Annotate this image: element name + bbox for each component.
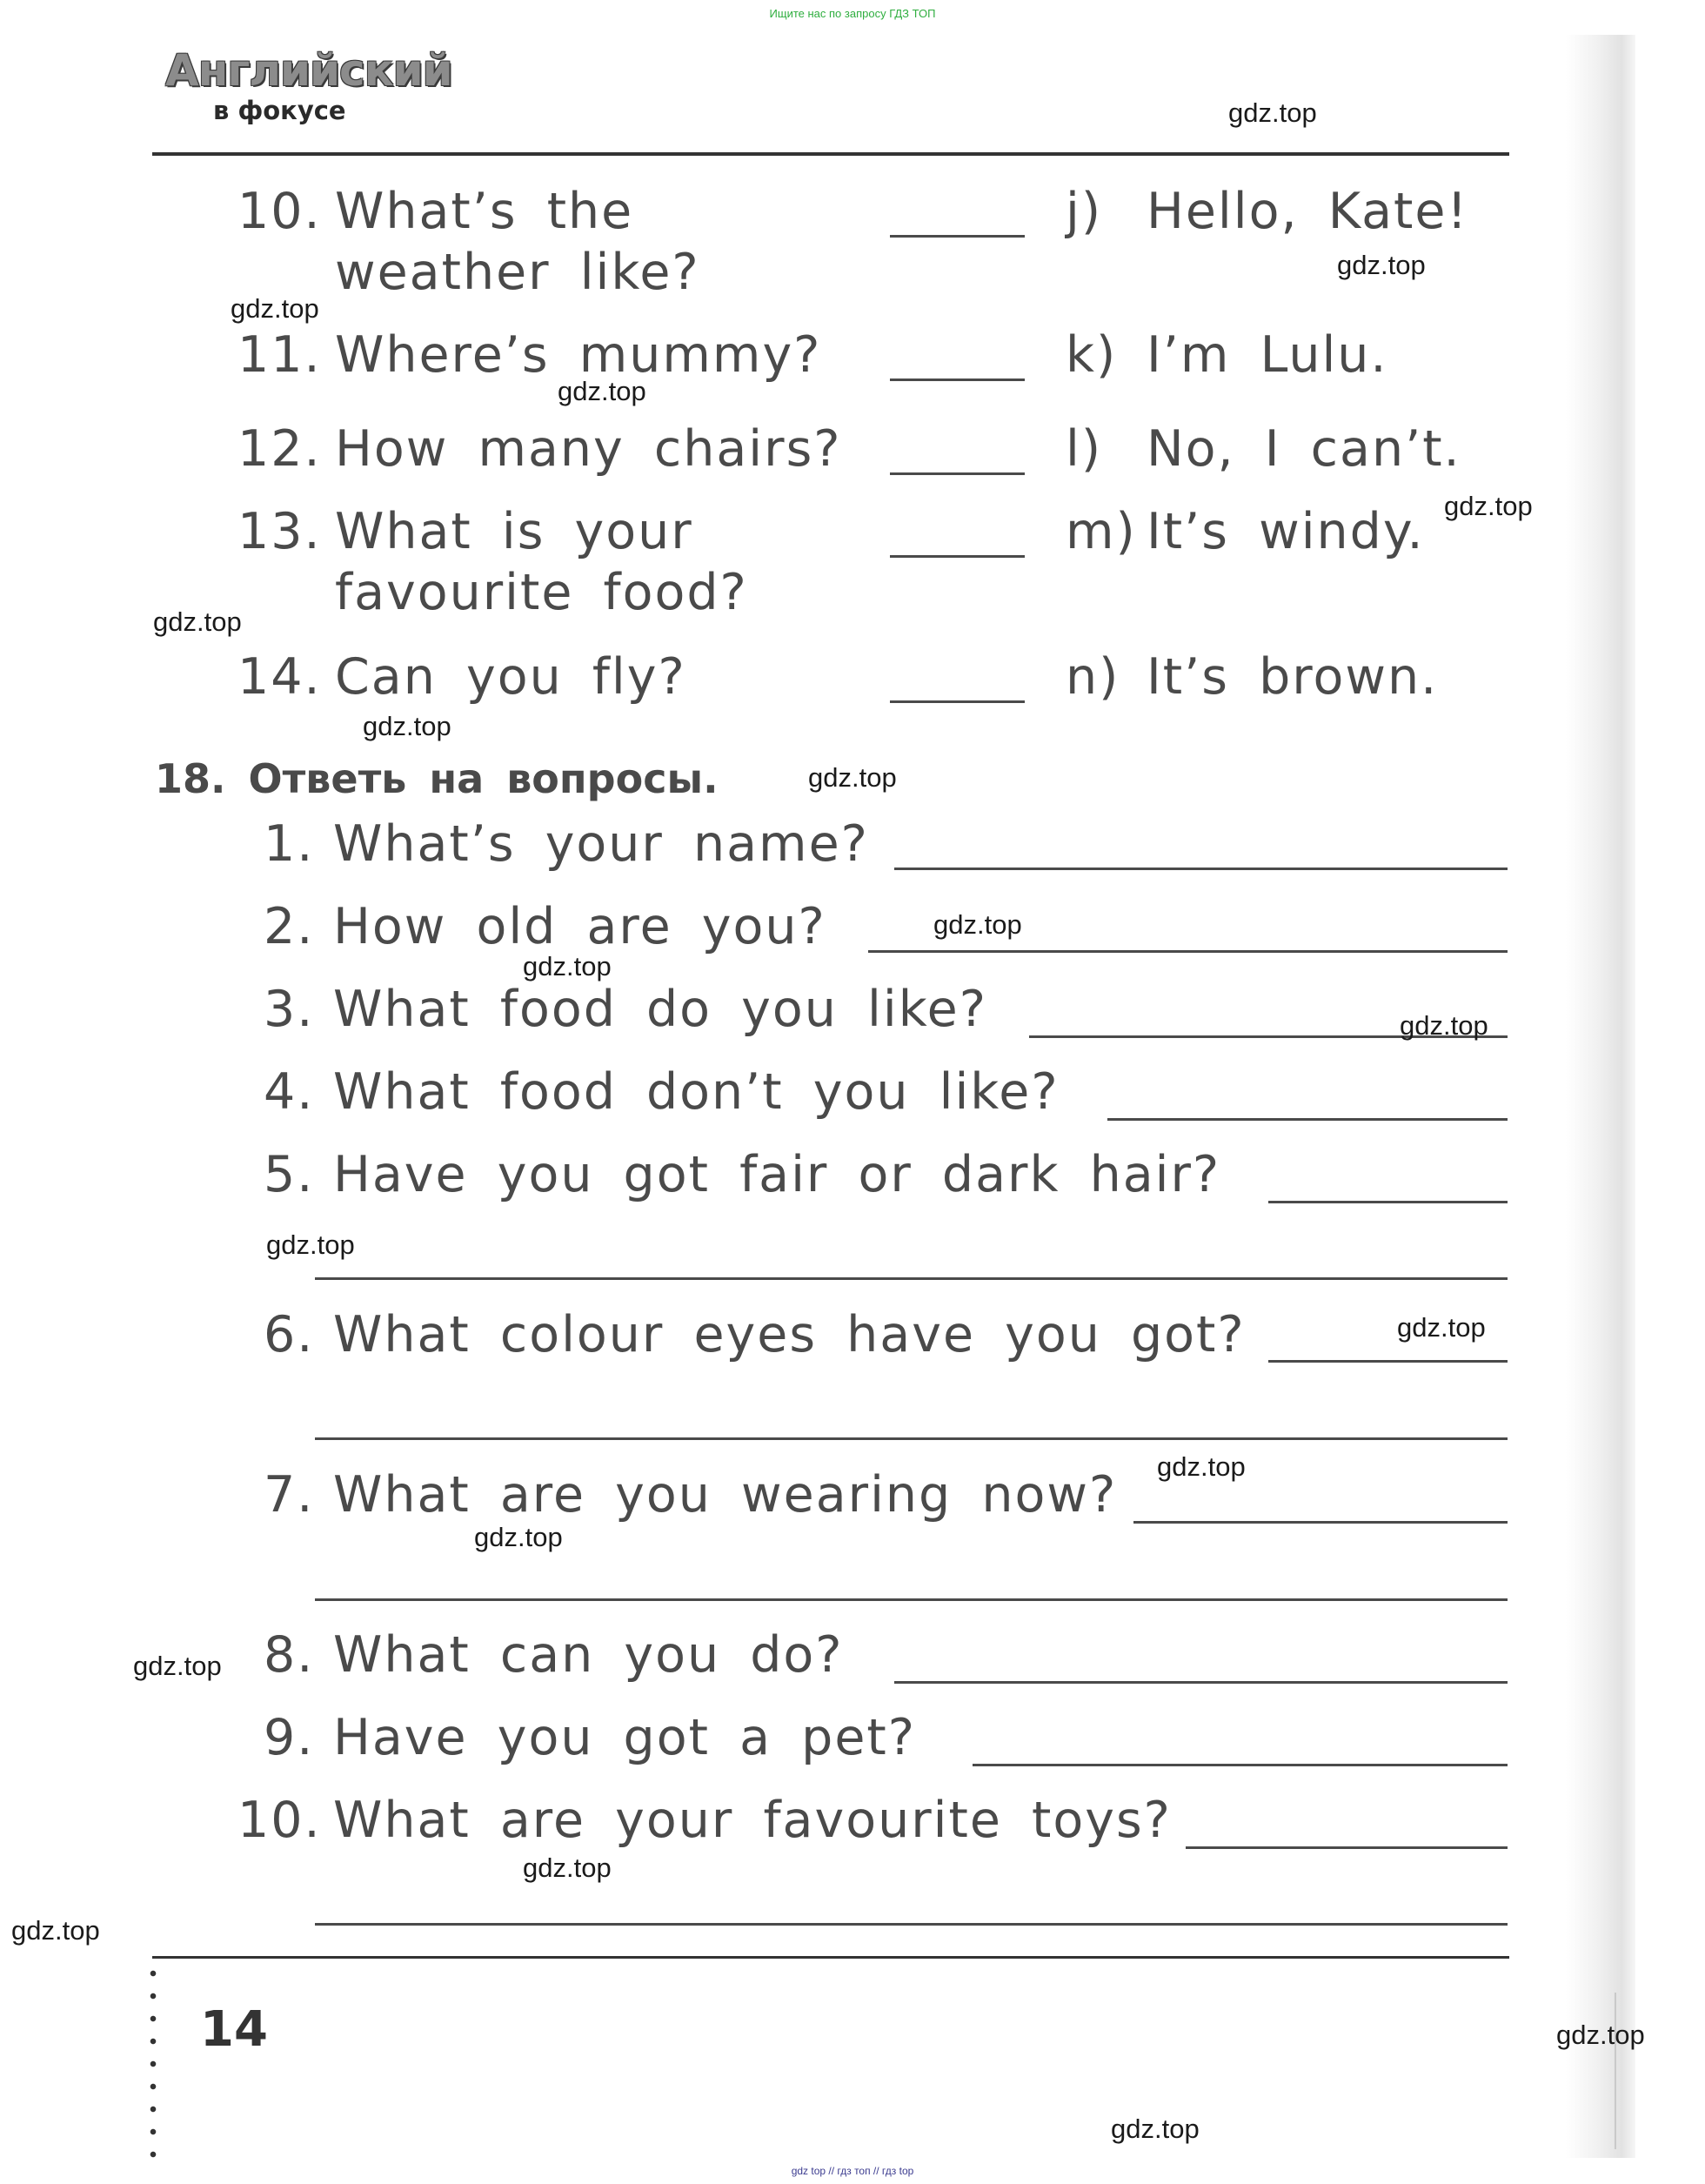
watermark: gdz.top xyxy=(1400,1010,1488,1041)
answer-line-continued[interactable] xyxy=(315,1277,1508,1280)
question-number: 4. xyxy=(264,1063,315,1121)
watermark: gdz.top xyxy=(153,606,242,637)
question-number: 2. xyxy=(264,898,315,955)
question-text: What food don’t you like? xyxy=(333,1063,1060,1121)
footer-note: gdz top // гдз топ // гдз top xyxy=(791,2165,914,2177)
watermark: gdz.top xyxy=(1337,250,1426,280)
answer-text: It’s windy. xyxy=(1147,503,1425,560)
question-number: 1. xyxy=(264,815,315,873)
watermark: gdz.top xyxy=(1157,1451,1246,1482)
watermark: gdz.top xyxy=(363,711,451,741)
watermark: gdz.top xyxy=(808,762,897,793)
question-text: What colour eyes have you got? xyxy=(333,1306,1246,1363)
logo-subtitle: в фокусе xyxy=(213,96,346,125)
question-text: favourite food? xyxy=(335,564,748,621)
answer-blank[interactable] xyxy=(890,700,1025,703)
watermark: gdz.top xyxy=(558,376,646,406)
question-number: 6. xyxy=(264,1306,315,1363)
watermark: gdz.top xyxy=(1397,1312,1486,1343)
footer-rule xyxy=(152,1956,1509,1959)
question-number: 5. xyxy=(264,1146,315,1203)
answer-line[interactable] xyxy=(973,1764,1508,1766)
page-edge-shadow xyxy=(1566,35,1635,2158)
question-text: What’s the xyxy=(335,183,634,240)
answer-blank[interactable] xyxy=(890,555,1025,558)
question-number: 14. xyxy=(237,648,322,706)
answer-line[interactable] xyxy=(1268,1360,1508,1363)
watermark: gdz.top xyxy=(933,909,1022,940)
watermark: gdz.top xyxy=(523,1852,612,1883)
exercise-number: 18. xyxy=(155,755,226,802)
answer-letter: n) xyxy=(1066,648,1120,706)
watermark: gdz.top xyxy=(133,1651,222,1681)
question-text: How old are you? xyxy=(333,898,826,955)
question-text: Have you got fair or dark hair? xyxy=(333,1146,1221,1203)
watermark: gdz.top xyxy=(1444,491,1533,521)
question-text: Have you got a pet? xyxy=(333,1709,916,1766)
answer-line[interactable] xyxy=(1186,1846,1508,1849)
exercise-title: Ответь на вопросы. xyxy=(248,755,719,802)
answer-line[interactable] xyxy=(1107,1118,1508,1121)
watermark: gdz.top xyxy=(523,951,612,981)
answer-line-continued[interactable] xyxy=(315,1437,1508,1440)
answer-letter: k) xyxy=(1066,326,1118,384)
question-number: 13. xyxy=(237,503,322,560)
answer-blank[interactable] xyxy=(890,379,1025,381)
watermark: gdz.top xyxy=(11,1915,100,1946)
top-note: Ищите нас по запросу ГДЗ ТОП xyxy=(769,7,936,20)
watermark: gdz.top xyxy=(474,1522,563,1552)
question-number: 9. xyxy=(264,1709,315,1766)
question-number: 11. xyxy=(237,326,322,384)
answer-line-continued[interactable] xyxy=(315,1923,1508,1926)
answer-line[interactable] xyxy=(894,868,1508,870)
watermark: gdz.top xyxy=(1111,2114,1200,2144)
question-text: What can you do? xyxy=(333,1626,844,1684)
answer-line[interactable] xyxy=(1133,1521,1508,1524)
answer-text: It’s brown. xyxy=(1147,648,1439,706)
question-text: How many chairs? xyxy=(335,420,842,478)
question-text: What food do you like? xyxy=(333,981,987,1038)
watermark: gdz.top xyxy=(266,1229,355,1260)
question-number: 3. xyxy=(264,981,315,1038)
question-text: Can you fly? xyxy=(335,648,686,706)
watermark: gdz.top xyxy=(1228,97,1317,128)
book-logo xyxy=(165,45,452,132)
question-text: What are your favourite toys? xyxy=(333,1792,1172,1849)
question-number: 10. xyxy=(237,183,322,240)
question-number: 10. xyxy=(237,1792,322,1849)
question-text: What’s your name? xyxy=(333,815,869,873)
answer-line[interactable] xyxy=(1268,1201,1508,1203)
question-text: weather like? xyxy=(335,244,700,301)
answer-letter: m) xyxy=(1066,503,1137,560)
answer-text: Hello, Kate! xyxy=(1147,183,1469,240)
binding-dots xyxy=(149,1962,157,2171)
watermark: gdz.top xyxy=(1556,2020,1645,2050)
question-text: What are you wearing now? xyxy=(333,1466,1118,1524)
page-edge-line xyxy=(1615,1993,1616,2149)
answer-text: No, I can’t. xyxy=(1147,420,1461,478)
question-text: Where’s mummy? xyxy=(335,326,822,384)
header-rule xyxy=(152,152,1509,156)
answer-line[interactable] xyxy=(868,950,1508,953)
answer-line-continued[interactable] xyxy=(315,1598,1508,1601)
question-number: 12. xyxy=(237,420,322,478)
watermark: gdz.top xyxy=(231,293,319,324)
answer-blank[interactable] xyxy=(890,472,1025,475)
question-number: 7. xyxy=(264,1466,315,1524)
question-number: 8. xyxy=(264,1626,315,1684)
answer-line[interactable] xyxy=(894,1681,1508,1684)
answer-blank[interactable] xyxy=(890,235,1025,238)
answer-text: I’m Lulu. xyxy=(1147,326,1388,384)
answer-letter: l) xyxy=(1066,420,1103,478)
page-number: 14 xyxy=(200,2001,268,2058)
answer-letter: j) xyxy=(1066,183,1103,240)
logo-title: Английский xyxy=(165,45,452,96)
exercise-heading xyxy=(155,755,719,802)
question-text: What is your xyxy=(335,503,693,560)
